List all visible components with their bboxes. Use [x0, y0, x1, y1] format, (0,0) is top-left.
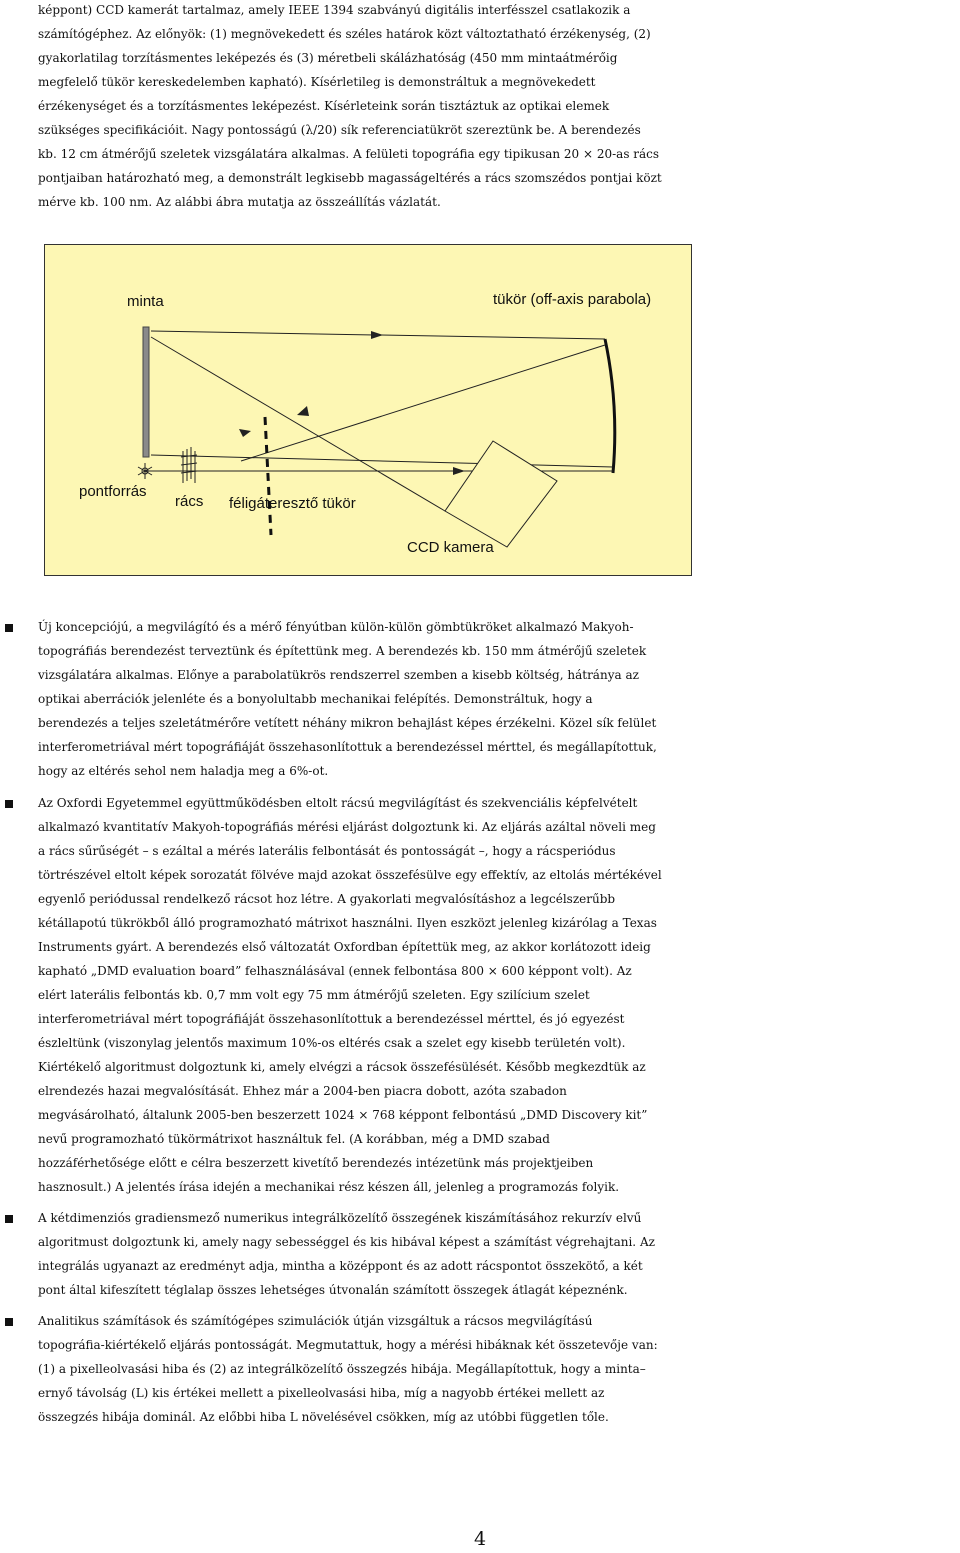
parabolic-mirror: [605, 339, 615, 473]
text-line: megfelelő tükör kereskedelemben kapható). Kísérletileg is demonstráltuk a megnövekedett: [38, 75, 596, 89]
text-line: kapható „DMD evaluation board” felhasználásával (ennek felbontása 800 × 600 képpont volt). Az: [38, 964, 632, 978]
text-line: alkalmazó kvantitatív Makyoh-topográfiás mérési eljárást dolgoztunk ki. Az eljárás azáltal növeli meg: [38, 820, 656, 834]
text-line: kb. 12 cm átmérőjű szeletek vizsgálatára alkalmas. A felületi topográfia egy tipikusan 20 × 20-as rács: [38, 147, 660, 161]
text-line: elért laterális felbontás kb. 0,7 mm volt egy 75 mm átmérőjű szeleten. Egy szilícium szelet: [38, 988, 590, 1002]
ray-cross-2: [241, 345, 605, 461]
label-feligatereszto: féligáteresztő tükör: [229, 495, 356, 512]
text-line: (1) a pixelleolvasási hiba és (2) az integrálközelítő összegzés hibája. Megállapítottuk, hogy a minta–: [38, 1362, 646, 1376]
bullet-marker: [5, 1318, 13, 1326]
text-line: nevű programozható tükörmátrixot használtuk fel. (A korábban, még a DMD szabad: [38, 1132, 550, 1146]
text-line: Az Oxfordi Egyetemmel együttműködésben eltolt rácsú megvilágítást és szekvenciális képfelvételt: [38, 796, 638, 810]
text-line: kétállapotú tükrökből álló programozható mátrixot használni. Ilyen eszközt jelenleg kizárólag a Texas: [38, 916, 657, 930]
ray-cross-3: [151, 455, 613, 467]
text-line: Instruments gyárt. A berendezés első változatát Oxfordban építettük meg, az akkor korlátozott ideig: [38, 940, 651, 954]
ray-arrow: [239, 429, 251, 437]
bullet-marker: [5, 1215, 13, 1223]
text-line: mérve kb. 100 nm. Az alábbi ábra mutatja az összeállítás vázlatát.: [38, 195, 441, 209]
label-minta: minta: [127, 293, 164, 310]
text-line: Kiértékelő algoritmust dolgoztunk ki, amely elvégzi a rácsok összefésülését. Később megkezdtük az: [38, 1060, 646, 1074]
text-line: gyakorlatilag torzításmentes leképezés és (3) méretbeli skálázhatóság (450 mm mintaátmérőig: [38, 51, 618, 65]
text-line: integrálás ugyanazt az eredményt adja, mintha a középpont és az adott rácspontot összekötő, a két: [38, 1259, 643, 1273]
intro-paragraph: [38, 0, 958, 214]
text-line: topográfia-kiértékelő eljárás pontosságát. Megmutattuk, hogy a mérési hibáknak két összetevője van:: [38, 1338, 658, 1352]
bullet-marker: [5, 800, 13, 808]
text-line: észleltünk (viszonylag jelentős maximum 10%-os eltérés csak a szelet egy kisebb területén volt).: [38, 1036, 626, 1050]
text-line: pont által kifeszített téglalap összes lehetséges útvonalán számított összegek átlagát képeznénk.: [38, 1283, 628, 1297]
label-pontforras: pontforrás: [79, 483, 147, 500]
text-line: hogy az eltérés sehol nem haladja meg a 6%-ot.: [38, 764, 329, 778]
text-line: számítógéphez. Az előnyök: (1) megnövekedett és széles határok közt változtatható érzékenység, (2): [38, 27, 651, 41]
text-line: Új koncepciójú, a megvilágító és a mérő fényútban külön-külön gömbtükröket alkalmazó Makyoh-: [38, 620, 634, 634]
text-line: a rács sűrűségét – s ezáltal a mérés laterális felbontását és pontosságát –, hogy a rácsperiódus: [38, 844, 616, 858]
text-line: szükséges specifikációit. Nagy pontosságú (λ/20) sík referenciatükröt szereztünk be. A berendezés: [38, 123, 641, 137]
text-line: ernyő távolság (L) kis értékei mellett a pixelleolvasási hiba, míg a nagyobb értékei mellett az: [38, 1386, 605, 1400]
text-line: topográfiás berendezést terveztünk és építettünk meg. A berendezés kb. 150 mm átmérőjű szeletek: [38, 644, 647, 658]
ray-arrow: [453, 467, 465, 475]
bullet-text: [38, 1206, 958, 1302]
text-line: törtrészével eltolt képek sorozatát fölvéve majd azokat összefésülve egy effektív, az eltolás mértékével: [38, 868, 662, 882]
text-line: A kétdimenziós gradiensmező numerikus integrálközelítő összegének kiszámításához rekurzív elvű: [38, 1211, 642, 1225]
label-tukor: tükör (off-axis parabola): [493, 291, 652, 308]
text-line: berendezés a teljes szeletátmérőre vetített néhány mikron behajlást képes érzékelni. Közel sík felület: [38, 716, 657, 730]
text-line: érzékenységet és a torzításmentes leképezést. Kísérleteink során tisztáztuk az optikai elemek: [38, 99, 610, 113]
text-line: megvásárolható, általunk 2005-ben beszerzett 1024 × 768 képpont felbontású „DMD Discovery kit”: [38, 1108, 648, 1122]
sample-plate: [143, 327, 149, 457]
bullet-text: [38, 615, 958, 783]
text-line: képpont) CCD kamerát tartalmaz, amely IEEE 1394 szabványú digitális interfésszel csatlakozik a: [38, 3, 631, 17]
text-line: összegzés hibája dominál. Az előbbi hiba L növelésével csökken, míg az utóbbi független tőle.: [38, 1410, 609, 1424]
text-line: algoritmust dolgoztunk ki, amely nagy sebességgel és kis hibával képest a számítást végrehajtani. Az: [38, 1235, 655, 1249]
ccd-camera-box: [445, 441, 557, 547]
ray-arrow: [371, 331, 383, 339]
text-line: hozzáférhetősége előtt e célra beszerzett kivetítő berendezés intézetünk más projektjeiben: [38, 1156, 594, 1170]
text-line: Analitikus számítások és számítógépes szimulációk útján vizsgáltuk a rácsos megvilágítású: [38, 1314, 593, 1328]
text-line: pontjaiban határozható meg, a demonstrált legkisebb magasságeltérés a rács szomszédos pontjai közt: [38, 171, 662, 185]
page-number: 4: [473, 1528, 487, 1550]
bullet-marker: [5, 624, 13, 632]
text-line: interferometriával mért topográfiáját összehasonlítottuk a berendezéssel mérttel, és megállapítottuk,: [38, 740, 657, 754]
text-line: vizsgálatára alkalmas. Előnye a parabolatükrös rendszerrel szemben a kisebb költség, hátránya az: [38, 668, 639, 682]
beam-splitter: [265, 417, 271, 535]
label-racs: rács: [175, 493, 204, 510]
grating: [181, 447, 197, 483]
setup-diagram: [44, 244, 692, 576]
bullet-text: [38, 791, 958, 1199]
text-line: egyenlő periódussal rendelkező rácsot hoz létre. A gyakorlati megvalósításhoz a legcélszerűbb: [38, 892, 616, 906]
label-ccd: CCD kamera: [407, 539, 494, 556]
ray-arrow: [297, 406, 309, 416]
bullet-text: [38, 1309, 958, 1429]
text-line: optikai aberrációk jelenléte és a bonyolultabb mechanikai felépítés. Demonstráltuk, hogy a: [38, 692, 593, 706]
text-line: hasznosult.) A jelentés írása idején a mechanikai rész készen áll, jelenleg a programozás folyik.: [38, 1180, 620, 1194]
ray-cross-1: [151, 337, 445, 511]
text-line: elrendezés hazai megvalósítását. Ehhez már a 2004-ben piacra dobott, azóta szabadon: [38, 1084, 567, 1098]
text-line: interferometriával mért topográfiáját összehasonlítottuk a berendezéssel mérttel, és jó egyezést: [38, 1012, 625, 1026]
